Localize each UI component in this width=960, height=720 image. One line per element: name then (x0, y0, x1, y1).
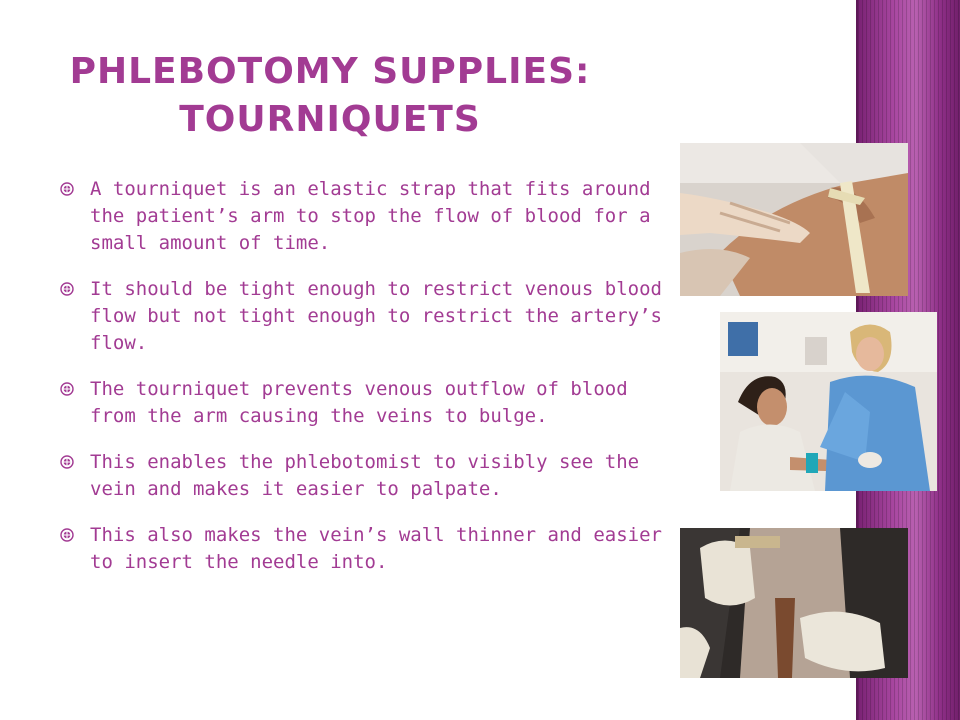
circled-cross-icon (60, 528, 74, 542)
photo-gloved-hands-venipuncture (680, 528, 908, 678)
bullet-item (58, 522, 670, 576)
bullet-text: This also makes the vein’s wall thinner and easier to insert the needle into. (90, 524, 662, 573)
bullet-text: A tourniquet is an elastic strap that fits around the patient’s arm to stop the flow of blood for a small amount of time. (90, 178, 651, 254)
bullet-item (58, 376, 670, 430)
circled-cross-icon (60, 455, 74, 469)
title-line-2: TOURNIQUETS (179, 99, 481, 140)
bullet-item (58, 449, 670, 503)
circled-cross-icon (60, 182, 74, 196)
circled-cross-icon (60, 382, 74, 396)
photo-tourniquet-on-arm (680, 143, 908, 296)
bullet-text: It should be tight enough to restrict venous blood flow but not tight enough to restrict the artery’s flow. (90, 278, 662, 354)
bullet-item (58, 276, 670, 357)
photo-phlebotomist-with-patient (720, 312, 937, 491)
bullet-list (58, 176, 670, 595)
title-line-1: PHLEBOTOMY SUPPLIES: (69, 51, 591, 92)
bullet-item (58, 176, 670, 257)
slide-title (30, 48, 630, 144)
bullet-text: The tourniquet prevents venous outflow of blood from the arm causing the veins to bulge. (90, 378, 628, 427)
circled-cross-icon (60, 282, 74, 296)
bullet-text: This enables the phlebotomist to visibly see the vein and makes it easier to palpate. (90, 451, 640, 500)
